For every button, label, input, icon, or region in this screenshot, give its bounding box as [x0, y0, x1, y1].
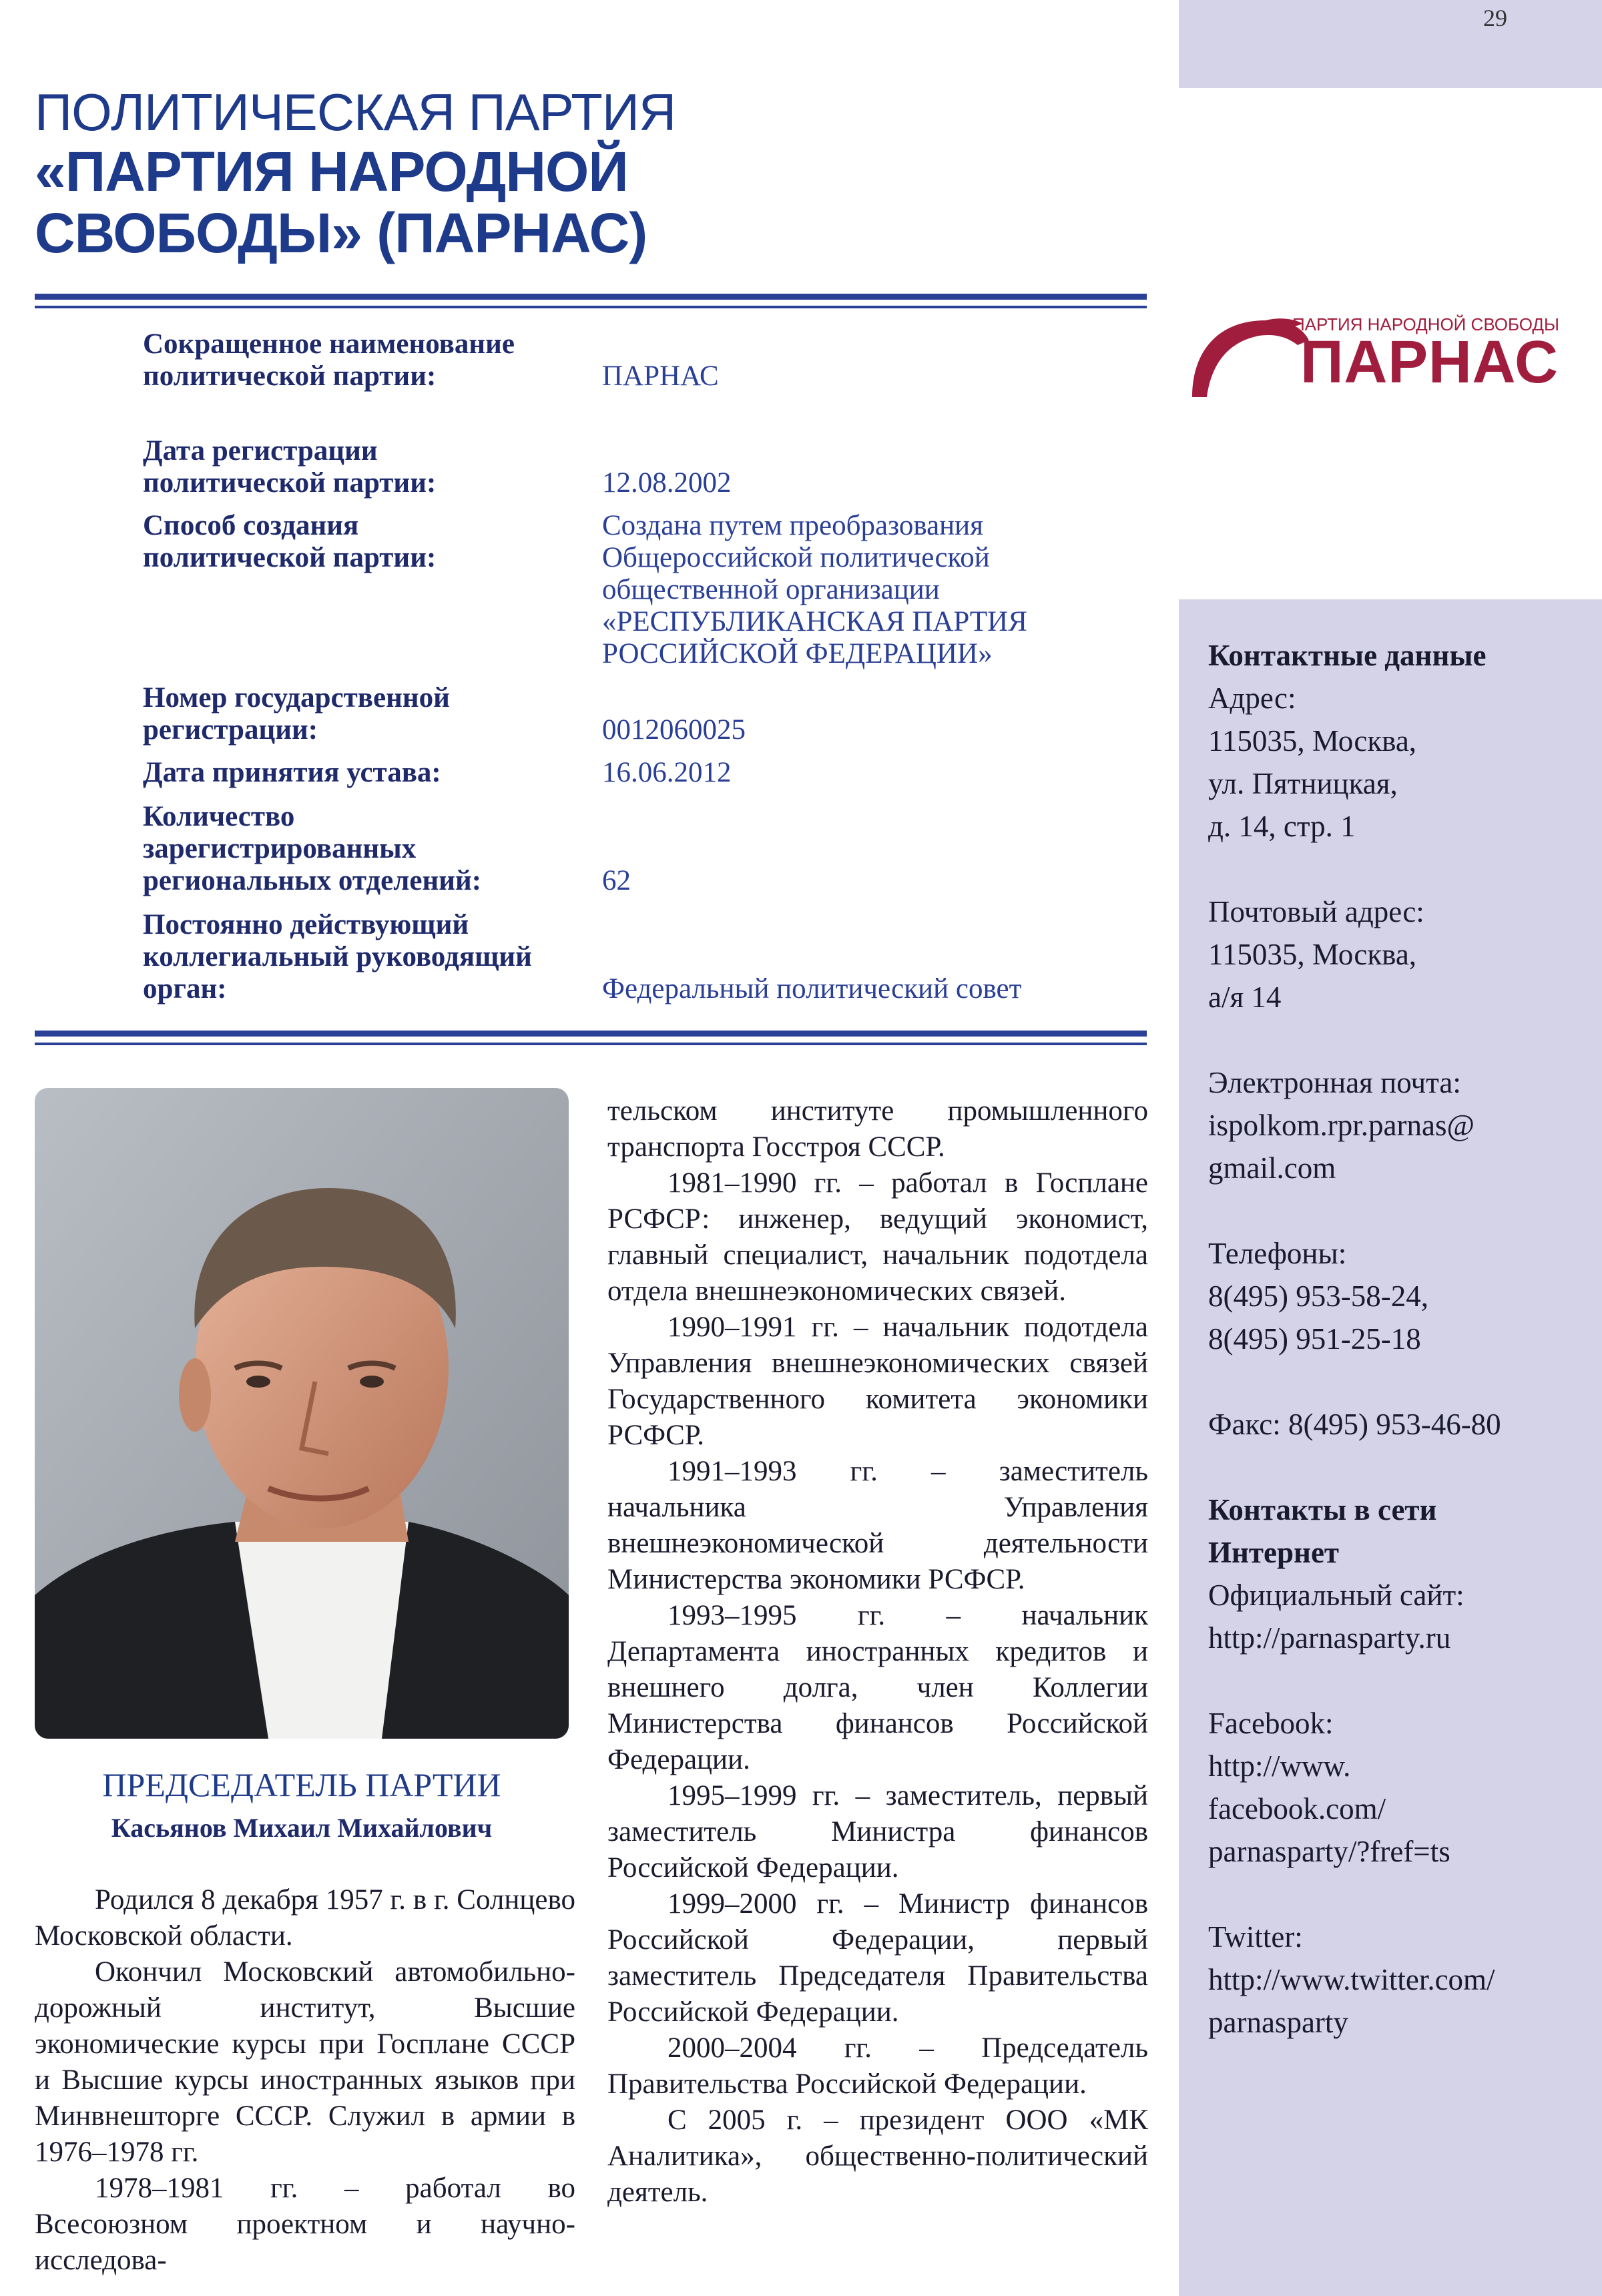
divider-bottom-thin	[35, 1043, 1147, 1045]
chairman-name: Касьянов Михаил Михайлович	[111, 1813, 493, 1843]
divider-top-thin	[35, 306, 1147, 308]
postal-label: Почтовый адрес:	[1208, 895, 1424, 928]
info-value-registration-number: 0012060025	[602, 714, 746, 746]
address-line: ул. Пятницкая,	[1208, 767, 1398, 800]
info-label-creation-method: Способ создания политической партии:	[143, 510, 437, 573]
info-label-governing-body: Постоянно действующий коллегиальный руководящий орган:	[143, 909, 532, 1005]
bio-paragraph: 1978–1981 гг. – работал во Всесоюзном проектном и научно-исследова-	[35, 2173, 575, 2276]
title-line-1: ПОЛИТИЧЕСКАЯ ПАРТИЯ	[35, 83, 676, 141]
info-value-creation-method: Создана путем преобразования Общероссийской политической общественной организации «РЕСПУБЛИКАНСКАЯ ПАРТИЯ РОССИЙСКОЙ ФЕДЕРАЦИИ»	[602, 510, 1027, 669]
bio-paragraph: 1990–1991 гг. – начальник подотдела Управления внешнеэкономических связей Государственного комитета экономики РСФСР.	[607, 1312, 1148, 1451]
fax-number: Факс: 8(495) 953-46-80	[1208, 1408, 1501, 1441]
divider-bottom-thick	[35, 1031, 1147, 1037]
postal-line: а/я 14	[1208, 980, 1282, 1014]
address-line: д. 14, стр. 1	[1208, 810, 1356, 843]
biography-left-column	[35, 1882, 575, 2279]
chairman-photo	[35, 1088, 569, 1739]
phones-label: Телефоны:	[1208, 1237, 1347, 1270]
internet-heading: Контакты в сети	[1208, 1493, 1437, 1526]
info-value-regional-branches: 62	[602, 865, 631, 896]
twitter-label: Twitter:	[1208, 1920, 1303, 1954]
info-value-charter-date: 16.06.2012	[602, 757, 732, 788]
facebook-label: Facebook:	[1208, 1707, 1334, 1740]
info-value-governing-body: Федеральный политический совет	[602, 973, 1022, 1005]
address-label: Адрес:	[1208, 681, 1296, 715]
email-link[interactable]: ispolkom.rpr.parnas@	[1208, 1109, 1475, 1142]
site-label: Официальный сайт:	[1208, 1579, 1464, 1612]
contacts-block	[1208, 634, 1582, 2044]
bio-paragraph: 1991–1993 гг. – заместитель начальника Управления внешнеэкономической деятельности Министерства экономики РСФСР.	[607, 1456, 1148, 1595]
address-line: 115035, Москва,	[1208, 724, 1417, 758]
contacts-heading: Контактные данные	[1208, 639, 1487, 672]
email-label: Электронная почта:	[1208, 1066, 1461, 1099]
party-logo	[1179, 304, 1566, 404]
logo-swoosh-icon	[1192, 320, 1309, 397]
facebook-link[interactable]: parnasparty/?fref=ts	[1208, 1835, 1450, 1868]
title-line-2: «ПАРТИЯ НАРОДНОЙ	[35, 140, 628, 203]
title-line-3: СВОБОДЫ» (ПАРНАС)	[35, 202, 647, 264]
twitter-link[interactable]: http://www.twitter.com/	[1208, 1963, 1495, 1996]
bio-paragraph: С 2005 г. – президент ООО «МК Аналитика», общественно-политический деятель.	[607, 2104, 1148, 2208]
facebook-link[interactable]: facebook.com/	[1208, 1792, 1386, 1825]
bio-paragraph: 1993–1995 гг. – начальник Департамента иностранных кредитов и внешнего долга, член Коллегии Министерства финансов Российской Федерации.	[607, 1600, 1148, 1775]
bio-paragraph: Окончил Московский автомобильно-дорожный институт, Высшие экономические курсы при Госплане СССР и Высшие курсы иностранных языков при Минвнешторге СССР. Служил в армии в 1976–1978 гг.	[35, 1956, 575, 2168]
internet-heading: Интернет	[1208, 1536, 1340, 1569]
logo-name: ПАРНАС	[1300, 329, 1558, 396]
bio-paragraph: 2000–2004 гг. – Председатель Правительства Российской Федерации.	[607, 2032, 1148, 2100]
info-label-short-name: Сокращенное наименование политической партии:	[143, 328, 515, 392]
divider-top-thick	[35, 294, 1147, 300]
info-label-regional-branches: Количество зарегистрированных региональных отделений:	[143, 801, 482, 896]
logo-tagline: ПАРТИЯ НАРОДНОЙ СВОБОДЫ	[1292, 314, 1559, 334]
biography-right-column	[607, 1093, 1148, 2211]
page-title	[35, 83, 676, 264]
email-link[interactable]: gmail.com	[1208, 1151, 1336, 1185]
postal-line: 115035, Москва,	[1208, 938, 1417, 971]
info-label-charter-date: Дата принятия устава:	[143, 757, 441, 788]
bio-paragraph: 1995–1999 гг. – заместитель, первый заместитель Министра финансов Российской Федерации.	[607, 1780, 1148, 1884]
twitter-link[interactable]: parnasparty	[1208, 2006, 1348, 2039]
phone-number: 8(495) 951-25-18	[1208, 1322, 1421, 1356]
chairman-heading: ПРЕДСЕДАТЕЛЬ ПАРТИИ	[102, 1766, 501, 1803]
page-number: 29	[1483, 5, 1507, 31]
bio-paragraph: Родился 8 декабря 1957 г. в г. Солнцево Московской области.	[35, 1884, 575, 1952]
phone-number: 8(495) 953-58-24,	[1208, 1279, 1428, 1313]
info-label-registration-date: Дата регистрации политической партии:	[143, 435, 437, 499]
sidebar-top-band	[1179, 0, 1602, 88]
info-value-registration-date: 12.08.2002	[602, 467, 732, 499]
info-label-registration-number: Номер государственной регистрации:	[143, 682, 450, 746]
bio-paragraph: тельском институте промышленного транспорта Госстроя СССР.	[607, 1095, 1148, 1163]
facebook-link[interactable]: http://www.	[1208, 1749, 1351, 1783]
bio-paragraph: 1999–2000 гг. – Министр финансов Российской Федерации, первый заместитель Председателя Правительства Российской Федерации.	[607, 1888, 1148, 2028]
info-value-short-name: ПАРНАС	[602, 360, 719, 392]
bio-paragraph: 1981–1990 гг. – работал в Госплане РСФСР: инженер, ведущий экономист, главный специалист, начальник подотдела отдела внешнеэкономических связей.	[607, 1167, 1148, 1307]
site-link[interactable]: http://parnasparty.ru	[1208, 1621, 1451, 1655]
